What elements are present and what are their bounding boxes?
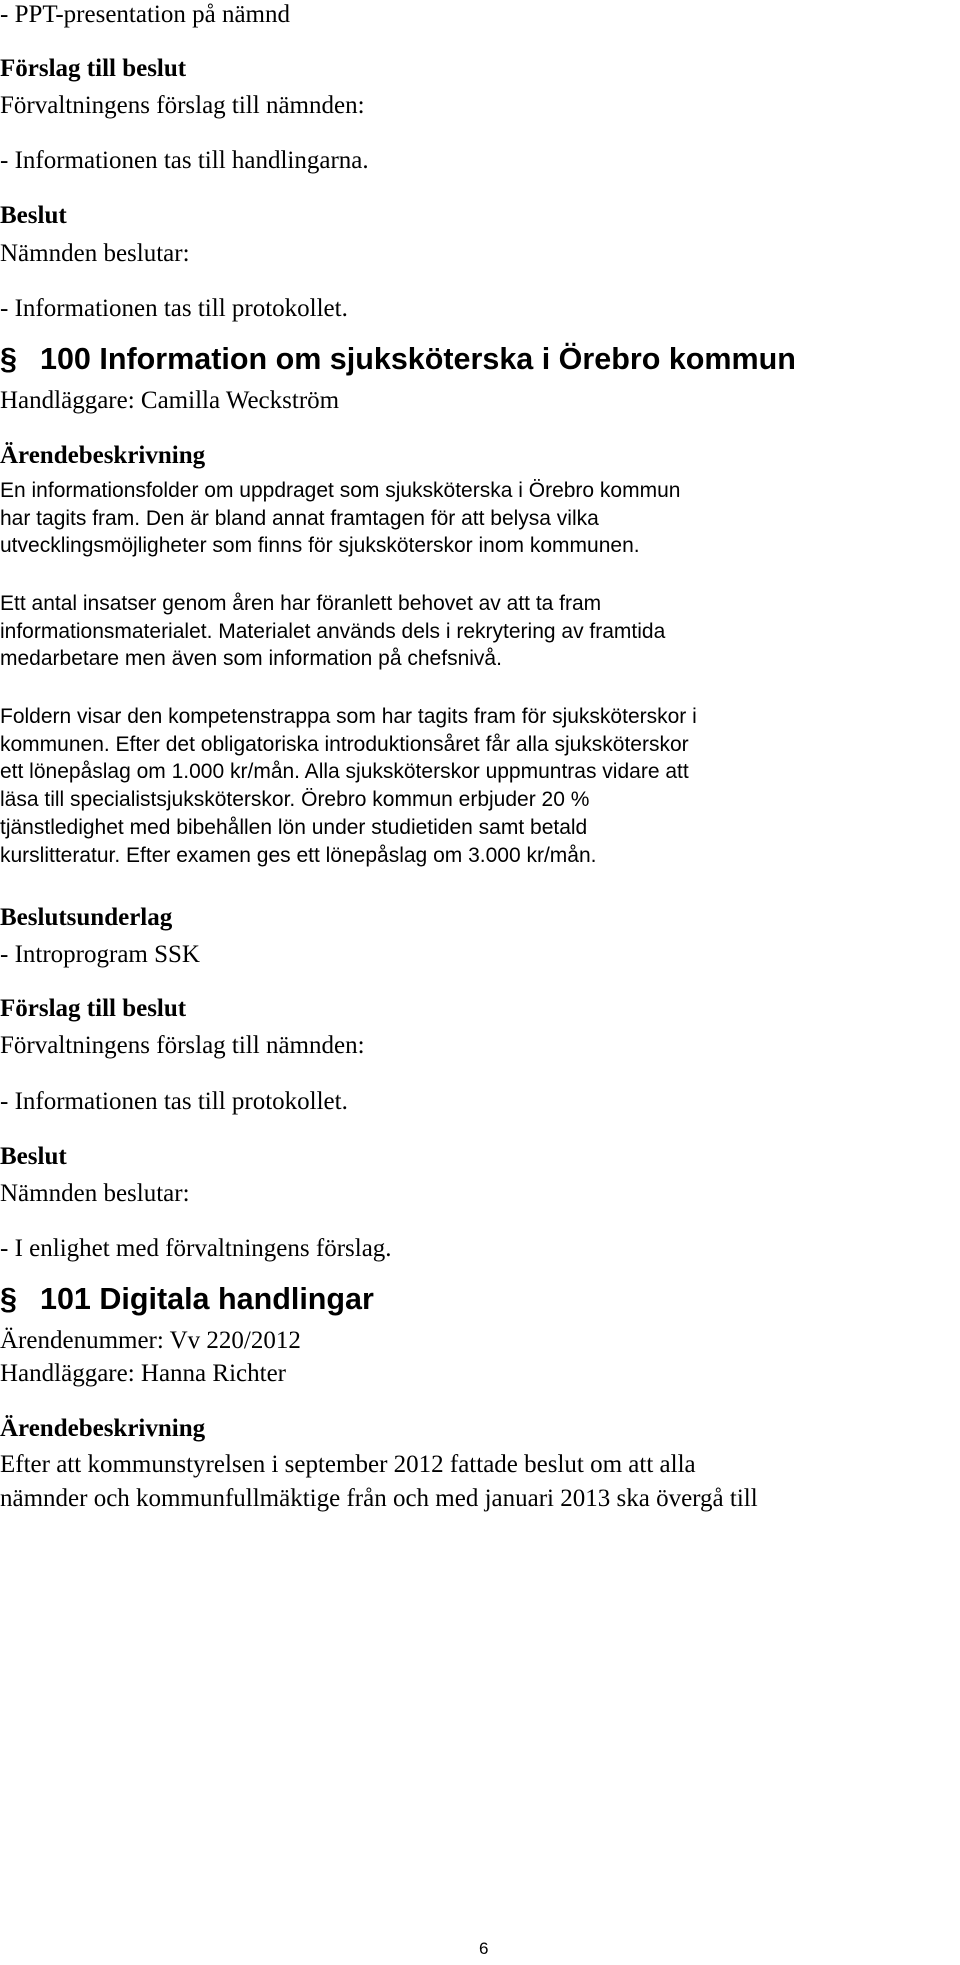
paragraph-sign: § [0,342,17,376]
forslag-heading-100: Förslag till beslut [0,995,187,1022]
text-line: har tagits fram. Den är bland annat framtagen för att belysa vilka [0,506,599,530]
forslag-heading: Förslag till beslut [0,55,187,82]
section-100-title [0,344,796,375]
arendenummer-101: Ärendenummer: Vv 220/2012 [0,1327,301,1354]
text-line: tjänstledighet med bibehållen lön under studietiden samt betald [0,815,588,839]
beslutsunderlag-heading: Beslutsunderlag [0,904,173,931]
section-100-title-text: 100 Information om sjuksköterska i Örebro kommun [40,342,796,376]
handlaggare-100: Handläggare: Camilla Weckström [0,387,340,414]
paragraph-sign: § [0,1282,17,1316]
paragraph-1-100 [0,477,958,560]
paragraph-101-line-1: Efter att kommunstyrelsen i september 2012 fattade beslut om att alla [0,1451,696,1478]
text-line: kurslitteratur. Efter examen ges ett lönepåslag om 3.000 kr/mån. [0,843,597,867]
paragraph-3-100 [0,703,958,869]
page-number: 6 [479,1939,489,1958]
beslut-text: - Informationen tas till protokollet. [0,295,348,322]
paragraph-101-line-2: nämnder och kommunfullmäktige från och med januari 2013 ska övergå till [0,1485,758,1512]
text-line: ett lönepåslag om 1.000 kr/mån. Alla sjuksköterskor uppmuntras vidare att [0,760,689,784]
text-line: informationsmaterialet. Materialet används dels i rekrytering av framtida [0,619,666,643]
underlag-item: - Introprogram SSK [0,941,200,968]
arendebeskrivning-heading-100: Ärendebeskrivning [0,442,206,469]
beslut-text-100: - I enlighet med förvaltningens förslag. [0,1235,392,1262]
forslag-text-100: - Informationen tas till protokollet. [0,1088,348,1115]
section-101-title [0,1284,374,1315]
text-line: Foldern visar den kompetenstrappa som har tagits fram för sjuksköterskor i [0,705,697,728]
handlaggare-101: Handläggare: Hanna Richter [0,1360,286,1387]
paragraph-2-100 [0,590,958,673]
beslut-heading-100: Beslut [0,1143,67,1170]
namnden-label-100: Nämnden beslutar: [0,1180,190,1207]
text-line: kommunen. Efter det obligatoriska introduktionsåret får alla sjuksköterskor [0,732,689,756]
bullet-ppt: - PPT-presentation på nämnd [0,1,291,28]
text-line: medarbetare men även som information på chefsnivå. [0,647,502,671]
namnden-label: Nämnden beslutar: [0,240,190,267]
text-line: En informationsfolder om uppdraget som sjuksköterska i Örebro kommun [0,479,681,502]
forslag-text: - Informationen tas till handlingarna. [0,147,369,174]
text-line: läsa till specialistsjuksköterskor. Örebro kommun erbjuder 20 % [0,788,590,812]
text-line: utvecklingsmöjligheter som finns för sjuksköterskor inom kommunen. [0,534,640,558]
forvaltning-label-100: Förvaltningens förslag till nämnden: [0,1032,365,1059]
forvaltning-label: Förvaltningens förslag till nämnden: [0,92,365,119]
text-line: Ett antal insatser genom åren har föranlett behovet av att ta fram [0,592,602,615]
section-101-title-text: 101 Digitala handlingar [40,1282,374,1316]
beslut-heading: Beslut [0,202,67,229]
arendebeskrivning-heading-101: Ärendebeskrivning [0,1415,206,1442]
